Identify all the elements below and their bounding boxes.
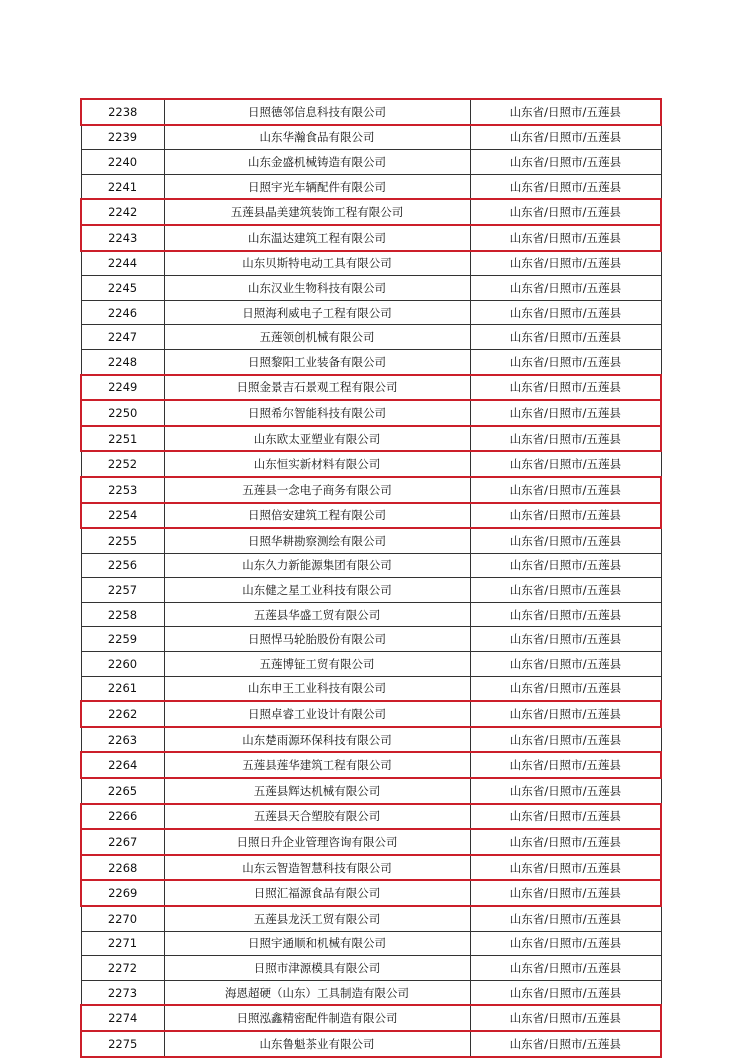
company-region: 山东省/日照市/五莲县 <box>470 855 661 881</box>
table-row-highlighted <box>81 99 661 125</box>
company-region: 山东省/日照市/五莲县 <box>470 956 661 981</box>
table-row <box>81 676 661 701</box>
table-row-highlighted <box>81 804 661 830</box>
row-number: 2271 <box>81 931 164 956</box>
row-number: 2274 <box>81 1005 164 1031</box>
company-region: 山东省/日照市/五莲县 <box>470 727 661 753</box>
company-region: 山东省/日照市/五莲县 <box>470 880 661 906</box>
table-row <box>81 727 661 753</box>
table-row <box>81 528 661 553</box>
company-region: 山东省/日照市/五莲县 <box>470 652 661 677</box>
row-number: 2249 <box>81 375 164 401</box>
company-region: 山东省/日照市/五莲县 <box>470 400 661 426</box>
company-region: 山东省/日照市/五莲县 <box>470 150 661 175</box>
row-number: 2248 <box>81 349 164 374</box>
company-name: 山东贝斯特电动工具有限公司 <box>164 251 470 276</box>
company-name: 山东云智造智慧科技有限公司 <box>164 855 470 881</box>
row-number: 2256 <box>81 553 164 578</box>
table-row <box>81 931 661 956</box>
company-name: 日照海利威电子工程有限公司 <box>164 300 470 325</box>
table-row-highlighted <box>81 1031 661 1057</box>
table-row <box>81 778 661 804</box>
table-row-highlighted <box>81 701 661 727</box>
company-name: 日照市津源模具有限公司 <box>164 956 470 981</box>
table-row-highlighted <box>81 426 661 452</box>
company-name: 日照希尔智能科技有限公司 <box>164 400 470 426</box>
company-name: 山东健之星工业科技有限公司 <box>164 578 470 603</box>
company-region: 山东省/日照市/五莲县 <box>470 375 661 401</box>
row-number: 2264 <box>81 752 164 778</box>
table-row-highlighted <box>81 225 661 251</box>
row-number: 2261 <box>81 676 164 701</box>
table-row <box>81 276 661 301</box>
company-region: 山东省/日照市/五莲县 <box>470 578 661 603</box>
company-name: 山东华瀚食品有限公司 <box>164 125 470 150</box>
table-row <box>81 652 661 677</box>
company-name: 日照德邻信息科技有限公司 <box>164 99 470 125</box>
row-number: 2267 <box>81 829 164 855</box>
table-row <box>81 602 661 627</box>
company-region: 山东省/日照市/五莲县 <box>470 426 661 452</box>
row-number: 2265 <box>81 778 164 804</box>
company-name: 山东申王工业科技有限公司 <box>164 676 470 701</box>
company-region: 山东省/日照市/五莲县 <box>470 174 661 199</box>
company-region: 山东省/日照市/五莲县 <box>470 804 661 830</box>
company-name: 山东金盛机械铸造有限公司 <box>164 150 470 175</box>
table-row-highlighted <box>81 1005 661 1031</box>
company-name: 五莲县一念电子商务有限公司 <box>164 477 470 503</box>
company-region: 山东省/日照市/五莲县 <box>470 676 661 701</box>
company-region: 山东省/日照市/五莲县 <box>470 553 661 578</box>
row-number: 2253 <box>81 477 164 503</box>
row-number: 2245 <box>81 276 164 301</box>
company-region: 山东省/日照市/五莲县 <box>470 125 661 150</box>
row-number: 2262 <box>81 701 164 727</box>
row-number: 2254 <box>81 503 164 529</box>
company-name: 日照日升企业管理咨询有限公司 <box>164 829 470 855</box>
company-list-body <box>81 99 661 1057</box>
table-row <box>81 578 661 603</box>
table-row <box>81 627 661 652</box>
company-region: 山东省/日照市/五莲县 <box>470 199 661 225</box>
company-region: 山东省/日照市/五莲县 <box>470 931 661 956</box>
row-number: 2270 <box>81 906 164 931</box>
row-number: 2257 <box>81 578 164 603</box>
company-name: 日照汇福源食品有限公司 <box>164 880 470 906</box>
company-name: 五莲县龙沃工贸有限公司 <box>164 906 470 931</box>
row-number: 2251 <box>81 426 164 452</box>
row-number: 2252 <box>81 451 164 477</box>
table-row <box>81 956 661 981</box>
company-list-table <box>80 98 662 1058</box>
row-number: 2259 <box>81 627 164 652</box>
row-number: 2239 <box>81 125 164 150</box>
company-name: 日照悍马轮胎股份有限公司 <box>164 627 470 652</box>
company-name: 日照宇通顺和机械有限公司 <box>164 931 470 956</box>
company-name: 五莲县莲华建筑工程有限公司 <box>164 752 470 778</box>
table-row-highlighted <box>81 477 661 503</box>
company-region: 山东省/日照市/五莲县 <box>470 477 661 503</box>
company-region: 山东省/日照市/五莲县 <box>470 829 661 855</box>
row-number: 2263 <box>81 727 164 753</box>
table-row <box>81 906 661 931</box>
company-region: 山东省/日照市/五莲县 <box>470 752 661 778</box>
company-name: 山东欧太亚塑业有限公司 <box>164 426 470 452</box>
company-region: 山东省/日照市/五莲县 <box>470 251 661 276</box>
company-name: 山东楚雨源环保科技有限公司 <box>164 727 470 753</box>
company-region: 山东省/日照市/五莲县 <box>470 451 661 477</box>
company-region: 山东省/日照市/五莲县 <box>470 1005 661 1031</box>
row-number: 2258 <box>81 602 164 627</box>
company-name: 山东久力新能源集团有限公司 <box>164 553 470 578</box>
company-name: 日照华耕勘察测绘有限公司 <box>164 528 470 553</box>
table-row <box>81 451 661 477</box>
table-row-highlighted <box>81 880 661 906</box>
row-number: 2273 <box>81 980 164 1005</box>
row-number: 2268 <box>81 855 164 881</box>
company-name: 五莲县天合塑胶有限公司 <box>164 804 470 830</box>
company-region: 山东省/日照市/五莲县 <box>470 1031 661 1057</box>
company-region: 山东省/日照市/五莲县 <box>470 503 661 529</box>
company-region: 山东省/日照市/五莲县 <box>470 602 661 627</box>
table-row <box>81 553 661 578</box>
company-name: 五莲县晶美建筑装饰工程有限公司 <box>164 199 470 225</box>
company-region: 山东省/日照市/五莲县 <box>470 528 661 553</box>
table-row-highlighted <box>81 375 661 401</box>
row-number: 2255 <box>81 528 164 553</box>
company-region: 山东省/日照市/五莲县 <box>470 349 661 374</box>
row-number: 2243 <box>81 225 164 251</box>
table-row <box>81 251 661 276</box>
company-region: 山东省/日照市/五莲县 <box>470 906 661 931</box>
company-name: 日照黎阳工业装备有限公司 <box>164 349 470 374</box>
company-region: 山东省/日照市/五莲县 <box>470 980 661 1005</box>
company-region: 山东省/日照市/五莲县 <box>470 225 661 251</box>
company-name: 日照金景吉石景观工程有限公司 <box>164 375 470 401</box>
row-number: 2260 <box>81 652 164 677</box>
row-number: 2275 <box>81 1031 164 1057</box>
table-row-highlighted <box>81 855 661 881</box>
row-number: 2250 <box>81 400 164 426</box>
company-region: 山东省/日照市/五莲县 <box>470 276 661 301</box>
company-name: 山东温达建筑工程有限公司 <box>164 225 470 251</box>
table-row <box>81 174 661 199</box>
company-region: 山东省/日照市/五莲县 <box>470 300 661 325</box>
row-number: 2240 <box>81 150 164 175</box>
table-row-highlighted <box>81 199 661 225</box>
company-name: 日照倍安建筑工程有限公司 <box>164 503 470 529</box>
table-row-highlighted <box>81 829 661 855</box>
company-name: 日照宇光车辆配件有限公司 <box>164 174 470 199</box>
company-name: 五莲县辉达机械有限公司 <box>164 778 470 804</box>
row-number: 2269 <box>81 880 164 906</box>
company-name: 山东汉业生物科技有限公司 <box>164 276 470 301</box>
company-region: 山东省/日照市/五莲县 <box>470 627 661 652</box>
row-number: 2242 <box>81 199 164 225</box>
row-number: 2272 <box>81 956 164 981</box>
company-name: 五莲县华盛工贸有限公司 <box>164 602 470 627</box>
company-list-table-wrapper <box>80 98 660 1058</box>
company-region: 山东省/日照市/五莲县 <box>470 778 661 804</box>
table-row <box>81 125 661 150</box>
table-row <box>81 150 661 175</box>
company-name: 海恩超硬（山东）工具制造有限公司 <box>164 980 470 1005</box>
company-region: 山东省/日照市/五莲县 <box>470 701 661 727</box>
row-number: 2247 <box>81 325 164 350</box>
company-name: 山东恒实新材料有限公司 <box>164 451 470 477</box>
table-row <box>81 300 661 325</box>
table-row-highlighted <box>81 503 661 529</box>
table-row-highlighted <box>81 400 661 426</box>
row-number: 2266 <box>81 804 164 830</box>
table-row-highlighted <box>81 752 661 778</box>
row-number: 2244 <box>81 251 164 276</box>
table-row <box>81 325 661 350</box>
company-name: 五莲博钲工贸有限公司 <box>164 652 470 677</box>
company-name: 日照泓鑫精密配件制造有限公司 <box>164 1005 470 1031</box>
row-number: 2238 <box>81 99 164 125</box>
table-row <box>81 980 661 1005</box>
company-name: 山东鲁魁茶业有限公司 <box>164 1031 470 1057</box>
row-number: 2241 <box>81 174 164 199</box>
company-region: 山东省/日照市/五莲县 <box>470 99 661 125</box>
company-name: 五莲领创机械有限公司 <box>164 325 470 350</box>
row-number: 2246 <box>81 300 164 325</box>
table-row <box>81 349 661 374</box>
company-region: 山东省/日照市/五莲县 <box>470 325 661 350</box>
company-name: 日照卓睿工业设计有限公司 <box>164 701 470 727</box>
